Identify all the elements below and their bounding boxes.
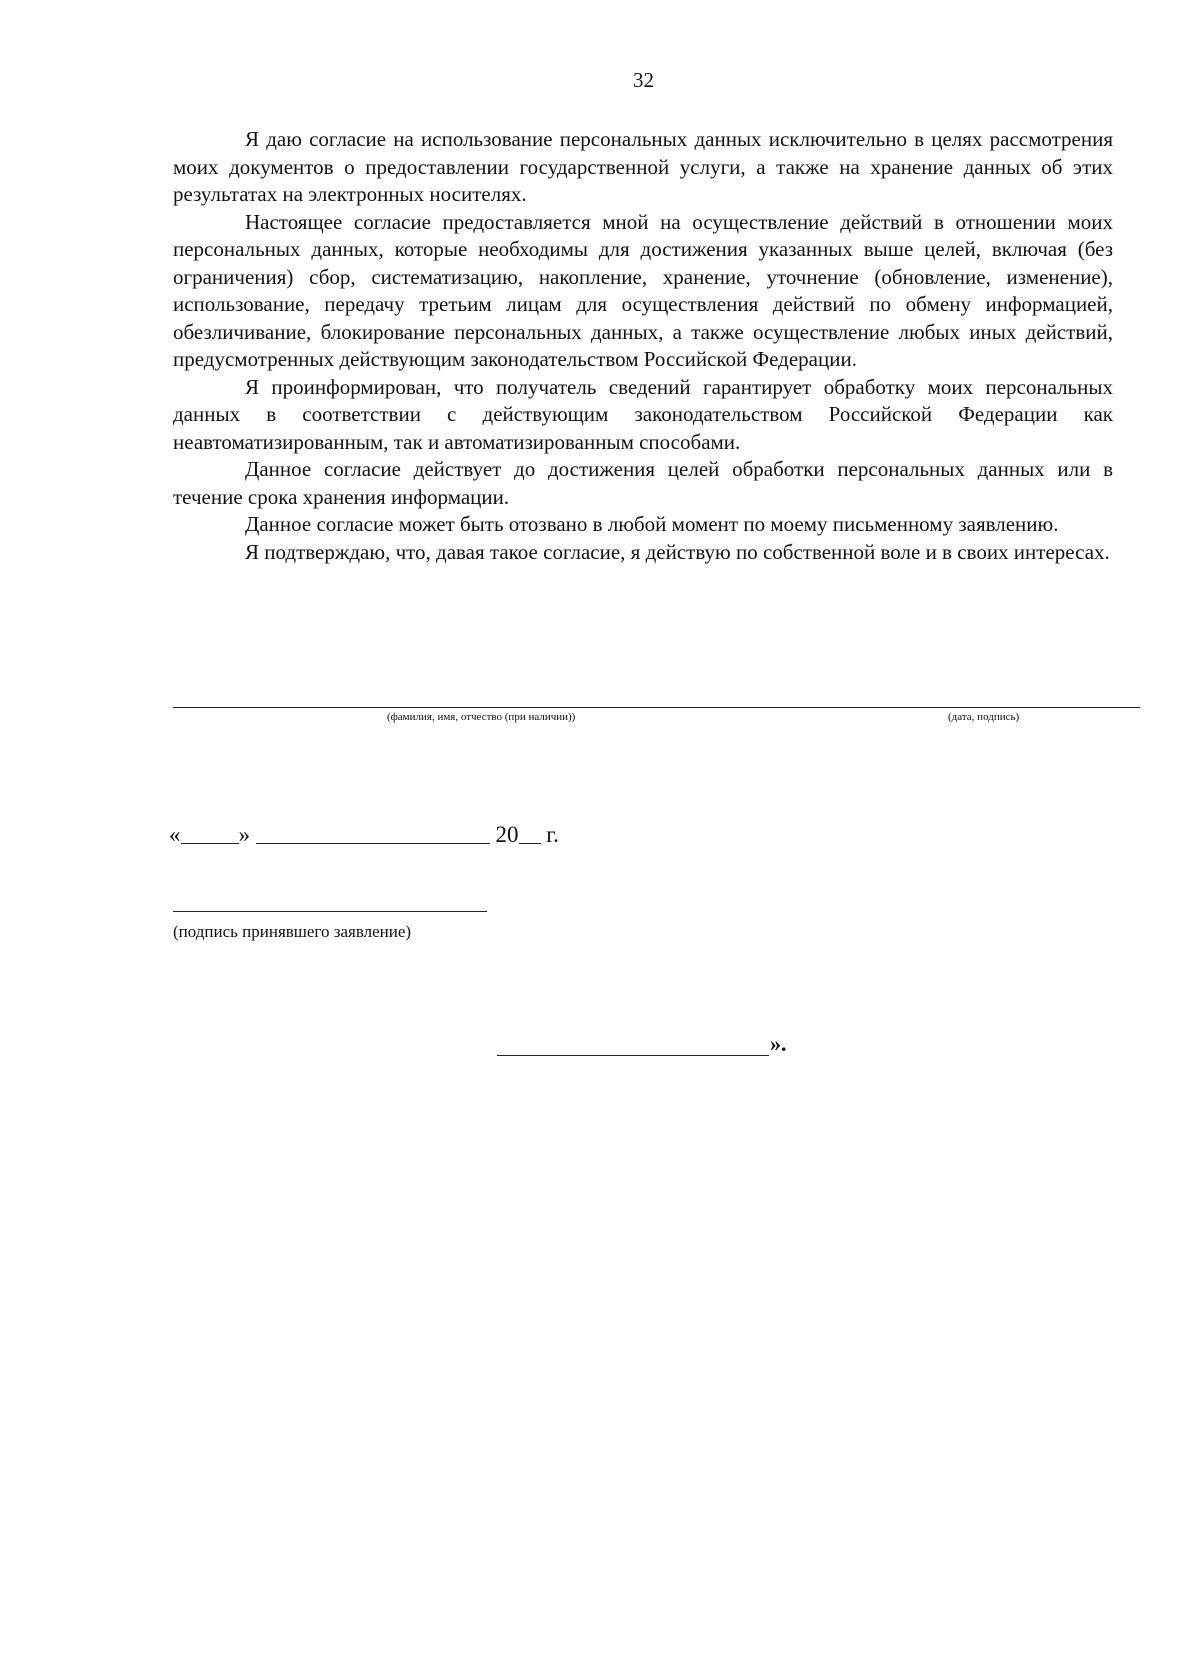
open-quote: «	[169, 822, 181, 847]
date-field	[169, 822, 559, 848]
paragraph-validity: Данное согласие действует до достижения целей обработки персональных данных или в течение срока хранения информации.	[173, 457, 1113, 509]
signature-line	[173, 707, 1140, 708]
paragraph-consent-purpose: Я даю согласие на использование персональных данных исключительно в целях рассмотрения моих документов о предоставлении государственной услуги, а также на хранение данных об этих результатах на электронных носителях.	[173, 127, 1113, 206]
close-quote: »	[238, 822, 250, 847]
paragraph-revocation: Данное согласие может быть отозвано в любой момент по моему письменному заявлению.	[245, 512, 1059, 536]
accepter-signature-line	[173, 911, 487, 912]
date-signature-caption: (дата, подпись)	[948, 711, 1020, 723]
full-name-caption: (фамилия, имя, отчество (при наличии))	[387, 711, 576, 723]
month-blank	[256, 843, 490, 844]
day-blank	[181, 843, 239, 844]
year-blank	[519, 843, 541, 844]
year-suffix: г.	[546, 822, 559, 847]
accepter-caption: (подпись принявшего заявление)	[173, 922, 412, 941]
paragraph-informed: Я проинформирован, что получатель сведений гарантирует обработку моих персональных данных в соответствии с действующим законодательством Российской Федерации как неавтоматизированным, так и автоматизированным способами.	[173, 374, 1113, 454]
final-line	[497, 1055, 769, 1056]
paragraph-consent-actions: Настоящее согласие предоставляется мной на осуществление действий в отношении моих персональных данных, которые необходимы для достижения указанных выше целей, включая (без ограничения) сбор, систематизацию, накопление, хранение, уточнение (обновление, изменение), использование, передачу третьим лицам для осуществления действий по обмену информацией, обезличивание, блокирование персональных данных, а также осуществление любых иных действий, предусмотренных действующим законодательством Российской Федерации.	[173, 209, 1113, 371]
closing-quote-mark: ».	[770, 1031, 787, 1056]
paragraph-confirmation: Я подтверждаю, что, давая такое согласие, я действую по собственной воле и в своих интересах.	[245, 539, 1110, 564]
consent-text	[173, 126, 1113, 566]
page-number: 32	[633, 68, 654, 92]
year-prefix: 20	[495, 822, 519, 847]
